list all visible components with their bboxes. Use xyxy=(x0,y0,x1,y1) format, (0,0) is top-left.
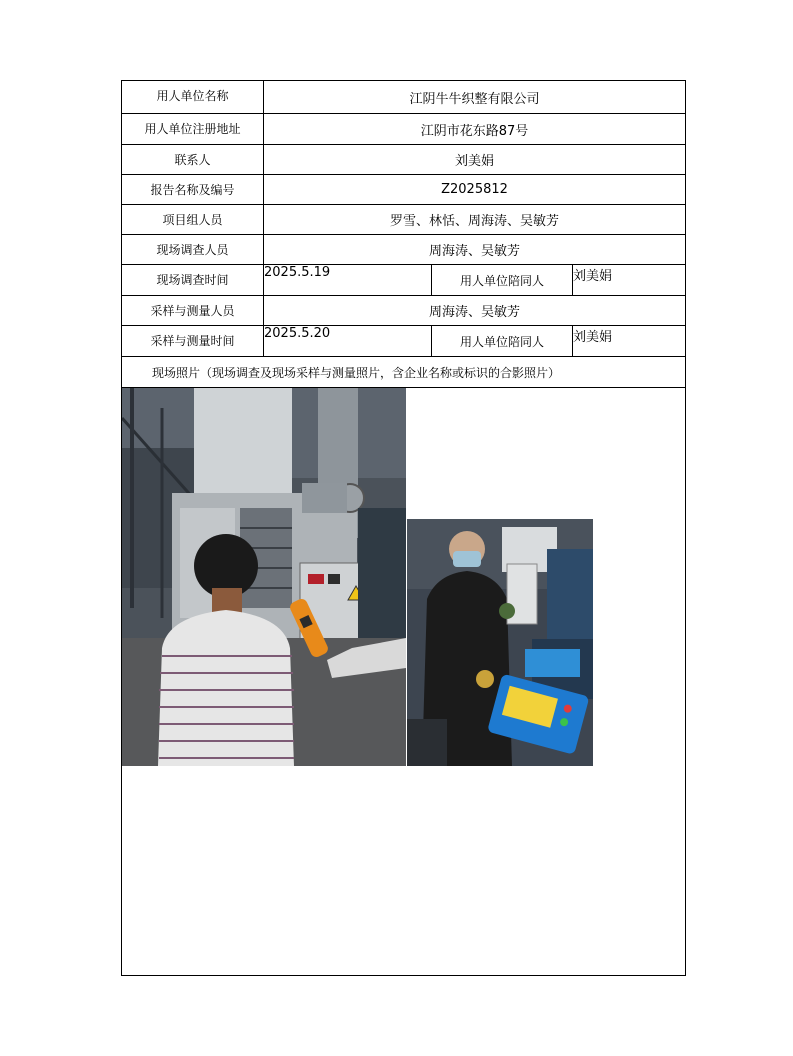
info-table xyxy=(121,80,686,976)
table-row xyxy=(122,265,685,296)
table-row xyxy=(122,81,685,114)
site-survey-photo xyxy=(122,388,406,766)
survey-companion: 刘美娟 xyxy=(573,269,613,284)
sampling-companion-label: 用人单位陪同人 xyxy=(432,326,573,356)
table-row xyxy=(122,175,685,205)
survey-time-label: 现场调查时间 xyxy=(122,265,264,295)
row-label: 联系人 xyxy=(122,145,264,174)
row-label: 报告名称及编号 xyxy=(122,175,264,204)
sampling-time-label: 采样与测量时间 xyxy=(122,326,264,356)
row-label: 用人单位注册地址 xyxy=(122,114,264,144)
row-value: 江阴牛牛织整有限公司 xyxy=(409,91,540,107)
sampling-companion: 刘美娟 xyxy=(573,330,613,345)
table-row xyxy=(122,145,685,175)
table-row xyxy=(122,205,685,235)
row-label: 项目组人员 xyxy=(122,205,264,234)
table-row xyxy=(122,114,685,145)
survey-date: 2025.5.19 xyxy=(264,265,432,295)
row-label: 现场调查人员 xyxy=(122,235,264,264)
sampling-staff-value: 周海涛、吴敏芳 xyxy=(428,305,520,320)
photo-section-header: 现场照片（现场调查及现场采样与测量照片，含企业名称或标识的合影照片） xyxy=(122,357,685,388)
table-row xyxy=(122,326,685,357)
row-value: 罗雪、林恬、周海涛、吴敏芳 xyxy=(389,214,559,229)
row-value: 江阴市花东路87号 xyxy=(420,123,529,139)
row-label: 用人单位名称 xyxy=(122,81,264,113)
row-value: Z2025812 xyxy=(441,182,508,197)
table-row xyxy=(122,296,685,326)
sampling-measurement-photo xyxy=(407,519,593,766)
row-value: 周海涛、吴敏芳 xyxy=(428,244,520,259)
table-row xyxy=(122,235,685,265)
sampling-date: 2025.5.20 xyxy=(264,326,432,356)
survey-companion-label: 用人单位陪同人 xyxy=(432,265,573,295)
sampling-staff-label: 采样与测量人员 xyxy=(122,296,264,325)
row-value: 刘美娟 xyxy=(454,154,494,169)
photo-area xyxy=(122,388,685,975)
